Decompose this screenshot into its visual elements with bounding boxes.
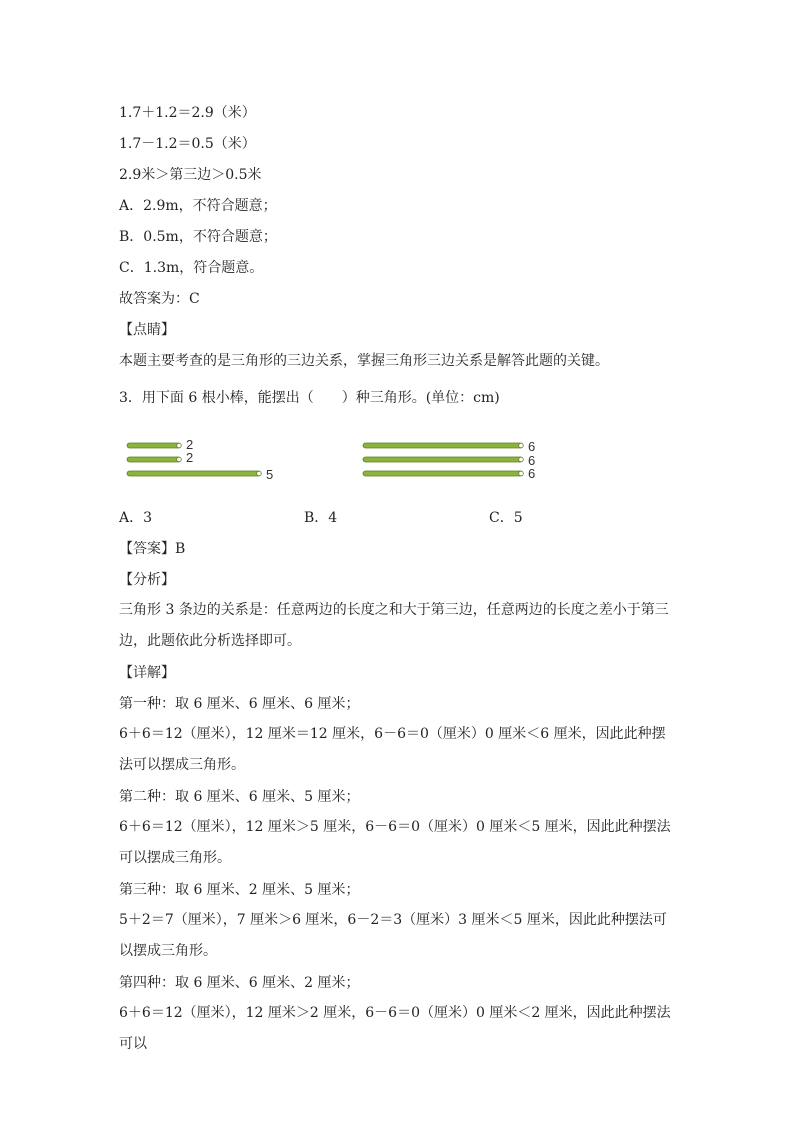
stick-6cm-c xyxy=(363,471,523,476)
case-3-text: 5＋2＝7（厘米），7 厘米＞6 厘米，6－2＝3（厘米）3 厘米＜5 厘米，因此此种摆法可以摆成三角形。 xyxy=(119,912,667,959)
case-3-title: 第三种：取 6 厘米、2 厘米、5 厘米； xyxy=(119,882,360,898)
stick-6cm-b xyxy=(363,457,523,462)
option-a: A．3 xyxy=(119,510,153,526)
answer-summary: 故答案为：C xyxy=(119,291,200,307)
case-1-text: 6＋6＝12（厘米），12 厘米＝12 厘米，6－6＝0（厘米）0 厘米＜6 厘米，因此此种摆法可以摆成三角形。 xyxy=(119,726,666,773)
key-point-text: 本题主要考查的是三角形的三边关系，掌握三角形三边关系是解答此题的关键。 xyxy=(119,353,609,369)
analysis-heading: 【分析】 xyxy=(119,572,175,588)
option-c: C．5 xyxy=(489,510,523,526)
stick-label: 2 xyxy=(186,437,194,452)
stick-end xyxy=(519,443,524,448)
detail-heading: 【详解】 xyxy=(119,665,175,681)
option-b-explanation: B．0.5m，不符合题意； xyxy=(119,229,277,245)
stick-label: 2 xyxy=(186,450,194,465)
option-c-explanation: C．1.3m，符合题意。 xyxy=(119,260,264,276)
stick-label: 6 xyxy=(528,466,536,481)
question-3: 3．用下面 6 根小棒，能摆出（ ）种三角形。(单位：cm) xyxy=(119,390,500,406)
stick-end xyxy=(257,471,262,476)
calc-line-sum: 1.7＋1.2＝2.9（米） xyxy=(119,105,256,121)
case-1-title: 第一种：取 6 厘米、6 厘米、6 厘米； xyxy=(119,696,360,712)
option-b: B．4 xyxy=(304,510,338,526)
case-4-text: 6＋6＝12（厘米），12 厘米＞2 厘米，6－6＝0（厘米）0 厘米＜2 厘米，因此此种摆法可以 xyxy=(119,1005,671,1052)
sticks-figure-right xyxy=(360,436,550,486)
stick-end xyxy=(177,457,182,462)
calc-line-range: 2.9米＞第三边＞0.5米 xyxy=(119,167,262,183)
stick-6cm-a xyxy=(363,443,523,448)
stick-2cm-b xyxy=(127,457,181,462)
stick-end xyxy=(177,443,182,448)
case-2-title: 第二种：取 6 厘米、6 厘米、5 厘米； xyxy=(119,789,360,805)
case-4-title: 第四种：取 6 厘米、6 厘米、2 厘米； xyxy=(119,975,360,991)
stick-label: 6 xyxy=(528,439,536,454)
stick-label: 6 xyxy=(528,453,536,468)
stick-2cm-a xyxy=(127,443,181,448)
analysis-text: 三角形 3 条边的关系是：任意两边的长度之和大于第三边，任意两边的长度之差小于第三边，此题依此分析选择即可。 xyxy=(119,602,669,649)
stick-label: 5 xyxy=(266,467,274,482)
option-a-explanation: A．2.9m，不符合题意； xyxy=(119,198,277,214)
case-2-text: 6＋6＝12（厘米），12 厘米＞5 厘米，6－6＝0（厘米）0 厘米＜5 厘米，因此此种摆法可以摆成三角形。 xyxy=(119,819,671,866)
calc-line-difference: 1.7－1.2＝0.5（米） xyxy=(119,136,256,152)
answer-line: 【答案】B xyxy=(119,541,186,557)
stick-end xyxy=(519,457,524,462)
sticks-figure-left xyxy=(123,436,283,486)
stick-5cm xyxy=(127,471,261,476)
stick-end xyxy=(519,471,524,476)
key-point-heading: 【点睛】 xyxy=(119,322,175,338)
